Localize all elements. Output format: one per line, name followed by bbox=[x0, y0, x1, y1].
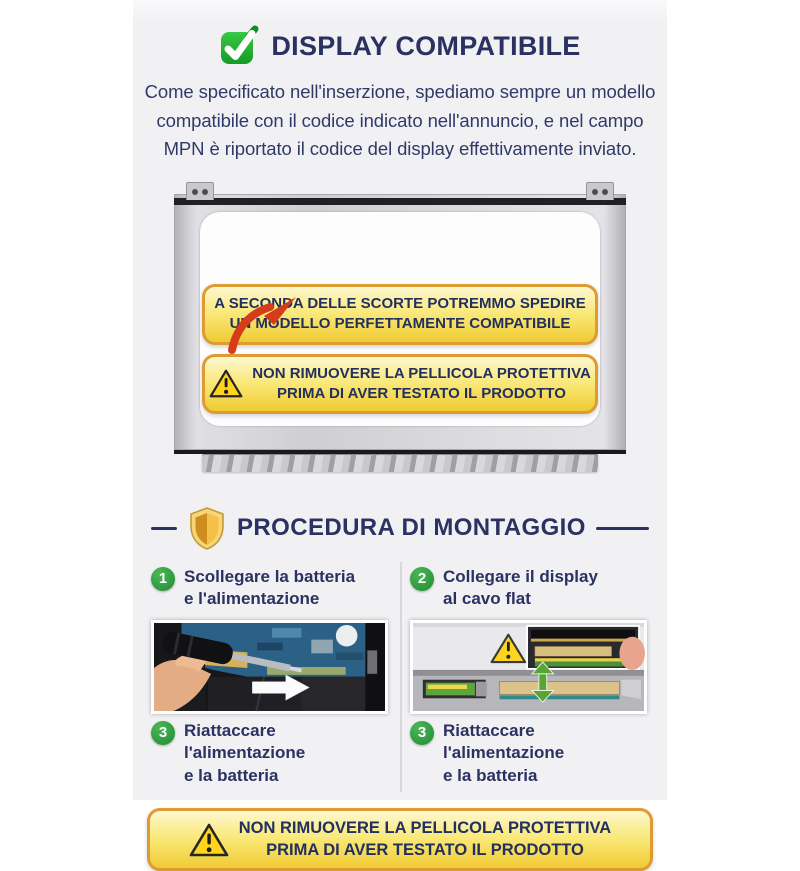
heading-rule-left bbox=[151, 527, 177, 530]
step-3-right bbox=[410, 720, 647, 787]
film-warning-banner bbox=[202, 354, 598, 415]
step-1-line2: e l'alimentazione bbox=[184, 589, 320, 609]
step-3-right-line1: Riattaccare l'alimentazione bbox=[443, 720, 565, 763]
panel-foil-strip bbox=[202, 454, 598, 472]
mounting-bracket-left-icon bbox=[186, 182, 214, 200]
page-title: DISPLAY COMPATIBILE bbox=[271, 30, 581, 61]
footer-warning-line2: PRIMA DI AVER TESTATO IL PRODOTTO bbox=[266, 840, 584, 859]
film-warning-line1: NON RIMUOVERE LA PELLICOLA PROTETTIVA bbox=[252, 364, 591, 382]
step-1-badge: 1 bbox=[151, 567, 175, 591]
panel-top-strip bbox=[174, 198, 626, 205]
lcd-panel-illustration bbox=[174, 182, 626, 472]
step-2-line1: Collegare il display bbox=[443, 567, 598, 587]
step-3-left-line2: e la batteria bbox=[184, 765, 279, 785]
step-2-photo bbox=[410, 620, 647, 714]
footer-warning-text bbox=[239, 818, 611, 861]
screw-hole-icon bbox=[592, 189, 598, 195]
warning-triangle-icon bbox=[209, 368, 243, 399]
step-1-line1: Scollegare la batteria bbox=[184, 567, 356, 587]
screw-hole-icon bbox=[192, 189, 198, 195]
step-2-line2: al cavo flat bbox=[443, 589, 531, 609]
step-1 bbox=[151, 566, 388, 611]
panel-screen bbox=[200, 212, 600, 426]
step-3-left-badge: 3 bbox=[151, 721, 175, 745]
footer-warning-banner bbox=[147, 808, 653, 871]
green-check-icon bbox=[219, 26, 259, 66]
gold-shield-icon bbox=[187, 506, 227, 550]
lcd-panel-body bbox=[174, 194, 626, 454]
film-warning-text bbox=[252, 364, 591, 405]
step-3-right-text bbox=[443, 720, 647, 787]
step-1-photo bbox=[151, 620, 388, 714]
step-3-left-line1: Riattaccare l'alimentazione bbox=[184, 720, 306, 763]
step-3-left bbox=[151, 720, 388, 787]
mounting-bracket-right-icon bbox=[586, 182, 614, 200]
step-3-left-text bbox=[184, 720, 388, 787]
procedure-title: PROCEDURA DI MONTAGGIO bbox=[237, 514, 586, 542]
intro-text: Come specificato nell'inserzione, spediamo sempre un modello compatibile con il codice indicato nell'annuncio, e nel campo MPN è riportato il codice del display effettivamente inviato. bbox=[144, 81, 656, 160]
stock-note-line1: A SECONDA DELLE SCORTE POTREMMO SPEDIRE bbox=[214, 295, 586, 313]
header bbox=[133, 0, 667, 66]
step-2-text bbox=[443, 566, 598, 611]
step-2 bbox=[410, 566, 647, 611]
heading-rule-right bbox=[596, 527, 649, 530]
step-3-right-badge: 3 bbox=[410, 721, 434, 745]
footer-warning-line1: NON RIMUOVERE LA PELLICOLA PROTETTIVA bbox=[238, 819, 612, 838]
step-3-right-line2: e la batteria bbox=[443, 765, 538, 785]
warning-triangle-icon bbox=[189, 822, 229, 858]
step-2-badge: 2 bbox=[410, 567, 434, 591]
stock-note-line2: UN MODELLO PERFETTAMENTE COMPATIBILE bbox=[229, 315, 571, 333]
film-warning-line2: PRIMA DI AVER TESTATO IL PRODOTTO bbox=[277, 384, 566, 402]
procedure-steps bbox=[141, 558, 659, 796]
column-divider bbox=[400, 562, 402, 792]
procedure-column-1 bbox=[141, 558, 400, 796]
procedure-column-2 bbox=[400, 558, 659, 796]
step-1-text bbox=[184, 566, 355, 611]
screw-hole-icon bbox=[602, 189, 608, 195]
content-column bbox=[133, 0, 667, 859]
screw-hole-icon bbox=[202, 189, 208, 195]
procedure-header bbox=[151, 506, 649, 550]
red-curved-arrow-icon bbox=[222, 294, 306, 352]
